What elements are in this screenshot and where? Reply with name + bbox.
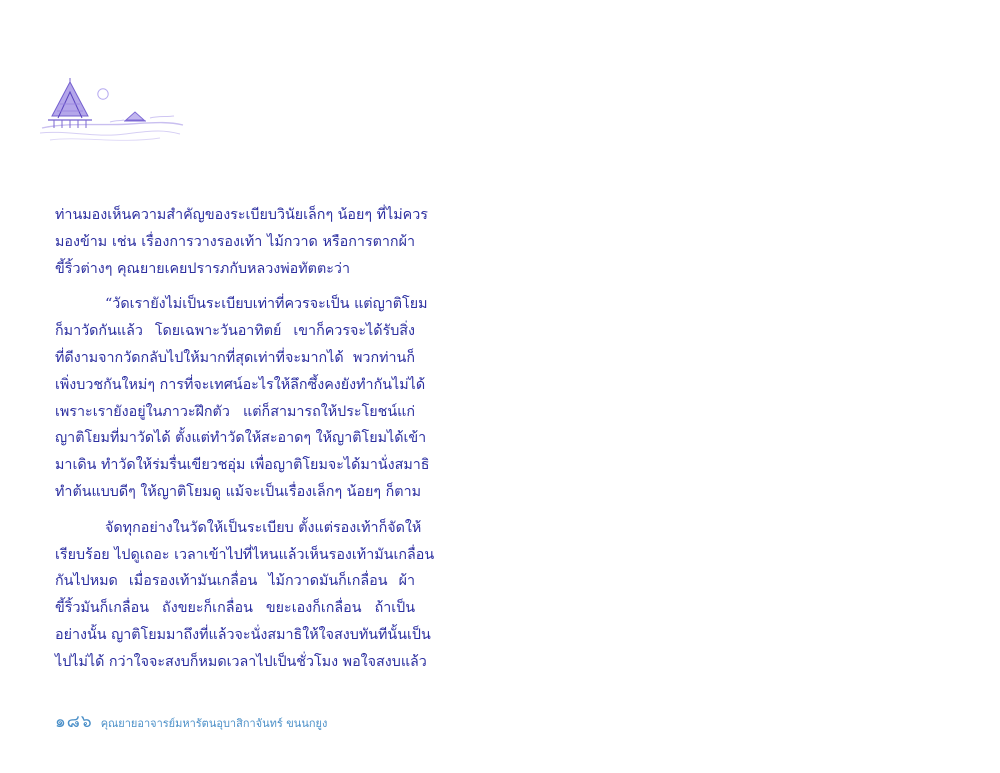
paragraph — [55, 291, 430, 505]
text-line: “วัดเรายังไม่เป็นระเบียบเท่าที่ควรจะเป็น แต่ญาติโยม — [105, 296, 428, 313]
text-line: มองข้าม เช่น เรื่องการวางรองเท้า ไม้กวาด หรือการตากผ้า — [55, 233, 415, 250]
text-line: ทำต้นแบบดีๆ ให้ญาติโยมดู แม้จะเป็นเรื่องเล็กๆ น้อยๆ ก็ตาม — [55, 483, 422, 500]
body-text — [55, 202, 435, 685]
text-line: มาเดิน ทำวัดให้ร่มรื่นเขียวชอุ่ม เพื่อญาติโยมจะได้มานั่งสมาธิ — [55, 457, 430, 474]
text-line: ญาติโยมที่มาวัดได้ ตั้งแต่ทำวัดให้สะอาดๆ ให้ญาติโยมได้เข้า — [55, 430, 427, 447]
text-line: ขี้ริ้วต่างๆ คุณยายเคยปรารภกับหลวงพ่อทัตตะว่า — [55, 260, 350, 277]
page-number: ๑๘๖ — [55, 712, 93, 732]
paragraph — [55, 515, 435, 676]
text-line: ที่ดีงามจากวัดกลับไปให้มากที่สุดเท่าที่จะมากได้ พวกท่านก็ — [55, 349, 415, 366]
running-title: คุณยายอาจารย์มหารัตนอุบาสิกาจันทร์ ขนนกยูง — [100, 717, 328, 730]
page-footer — [55, 708, 327, 735]
text-line: ขี้ริ้วมันก็เกลื่อน ถังขยะก็เกลื่อน ขยะเองก็เกลื่อน ถ้าเป็น — [55, 600, 415, 617]
text-line: เรียบร้อย ไปดูเถอะ เวลาเข้าไปที่ไหนแล้วเห็นรองเท้ามันเกลื่อน — [55, 546, 435, 563]
text-line: ก็มาวัดกันแล้ว โดยเฉพาะวันอาทิตย์ เขาก็ควรจะได้รับสิ่ง — [55, 323, 415, 340]
text-line: เพิ่งบวชกันใหม่ๆ การที่จะเทศน์อะไรให้ลึกซึ้งคงยังทำกันไม่ได้ — [55, 376, 426, 393]
text-line: เพราะเรายังอยู่ในภาวะฝึกตัว แต่ก็สามารถให้ประโยชน์แก่ — [55, 403, 415, 420]
text-line: กันไปหมด เมื่อรองเท้ามันเกลื่อน ไม้กวาดมันก็เกลื่อน ผ้า — [55, 573, 415, 590]
paragraph — [55, 202, 428, 282]
text-line: ไปไม่ได้ กว่าใจจะสงบก็หมดเวลาไปเป็นชั่วโมง พอใจสงบแล้ว — [55, 653, 427, 670]
text-line: จัดทุกอย่างในวัดให้เป็นระเบียบ ตั้งแต่รองเท้าก็จัดให้ — [105, 519, 422, 536]
text-line: ท่านมองเห็นความสำคัญของระเบียบวินัยเล็กๆ น้อยๆ ที่ไม่ควร — [55, 207, 428, 223]
text-line: อย่างนั้น ญาติโยมมาถึงที่แล้วจะนั่งสมาธิให้ใจสงบทันทีนั้นเป็น — [55, 626, 431, 643]
temple-landscape-icon — [40, 78, 185, 146]
